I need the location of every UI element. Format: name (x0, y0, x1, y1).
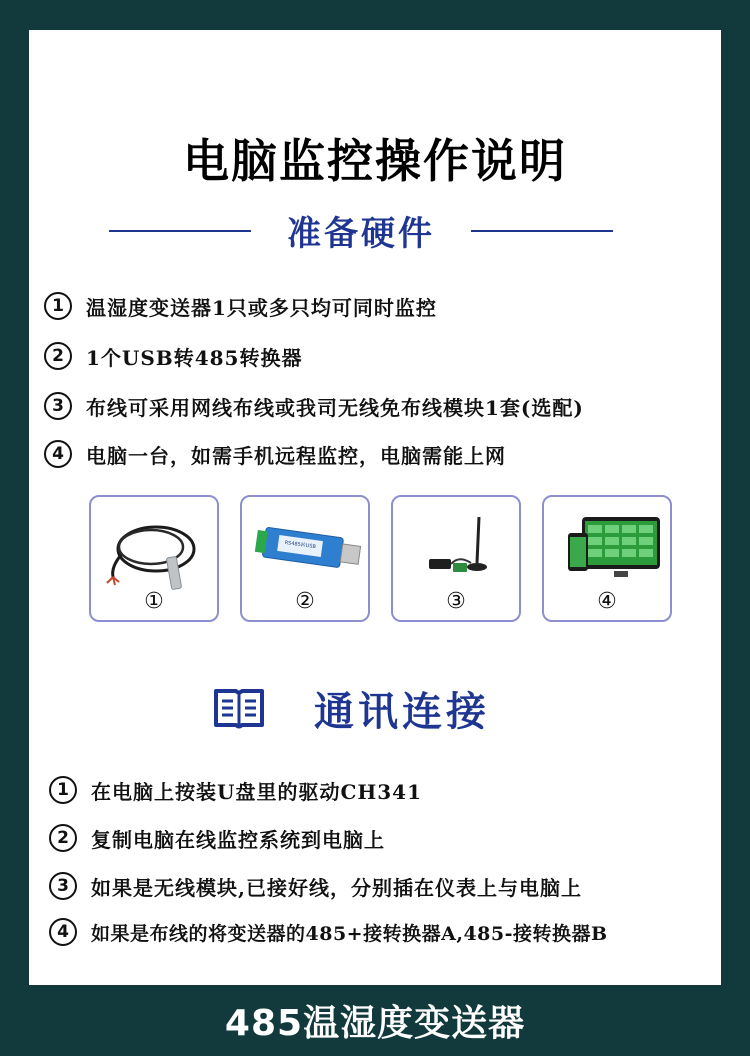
usb-485-converter-icon (242, 497, 372, 597)
footer-product-name: 485温湿度变送器 (224, 1003, 526, 1044)
list-item (49, 914, 608, 950)
divider-right (471, 230, 613, 232)
list-item (49, 820, 385, 856)
list-item-text: 如果是无线模块,已接好线，分别插在仪表上与电脑上 (91, 875, 582, 900)
list-item (49, 868, 582, 904)
book-icon (212, 685, 266, 731)
list-item-text: 电脑一台，如需手机远程监控，电脑需能上网 (86, 443, 506, 468)
hardware-image-2 (240, 495, 370, 622)
list-item-text: 如果是布线的将变送器的485+接转换器A,485-接转换器B (91, 922, 608, 945)
image-number: ④ (597, 589, 617, 614)
hardware-section-heading (29, 206, 721, 256)
hardware-heading: 准备硬件 (287, 214, 435, 254)
instruction-card (29, 30, 721, 985)
sensor-probe-icon (91, 497, 221, 597)
number-badge: 4 (49, 918, 77, 946)
page-title: 电脑监控操作说明 (183, 134, 567, 188)
wireless-module-icon (393, 497, 523, 597)
number-badge: 1 (49, 776, 77, 804)
number-badge: 2 (44, 342, 72, 370)
computer-phone-monitor-icon (544, 497, 674, 597)
divider-left (109, 230, 251, 232)
hardware-image-4 (542, 495, 672, 622)
hardware-image-1 (89, 495, 219, 622)
image-number: ① (144, 589, 164, 614)
number-badge: 2 (49, 824, 77, 852)
list-item-text: 布线可采用网线布线或我司无线免布线模块1套(选配) (86, 395, 584, 420)
list-item-text: 在电脑上按装U盘里的驱动CH341 (91, 779, 423, 804)
list-item-text: 温湿度变送器1只或多只均可同时监控 (86, 295, 437, 320)
number-badge: 3 (49, 872, 77, 900)
number-badge: 1 (44, 292, 72, 320)
image-number: ③ (446, 589, 466, 614)
image-number: ② (295, 589, 315, 614)
list-item (44, 388, 584, 424)
number-badge: 4 (44, 440, 72, 468)
number-badge: 3 (44, 392, 72, 420)
list-item (49, 772, 422, 808)
list-item-text: 复制电脑在线监控系统到电脑上 (91, 827, 385, 852)
list-item (44, 288, 437, 324)
list-item (44, 338, 302, 374)
converter-label: RS485转USB (284, 539, 317, 551)
communication-heading: 通讯连接 (314, 689, 490, 735)
hardware-image-3 (391, 495, 521, 622)
list-item (44, 436, 506, 472)
list-item-text: 1个USB转485转换器 (86, 345, 303, 370)
communication-section-heading (29, 680, 721, 740)
